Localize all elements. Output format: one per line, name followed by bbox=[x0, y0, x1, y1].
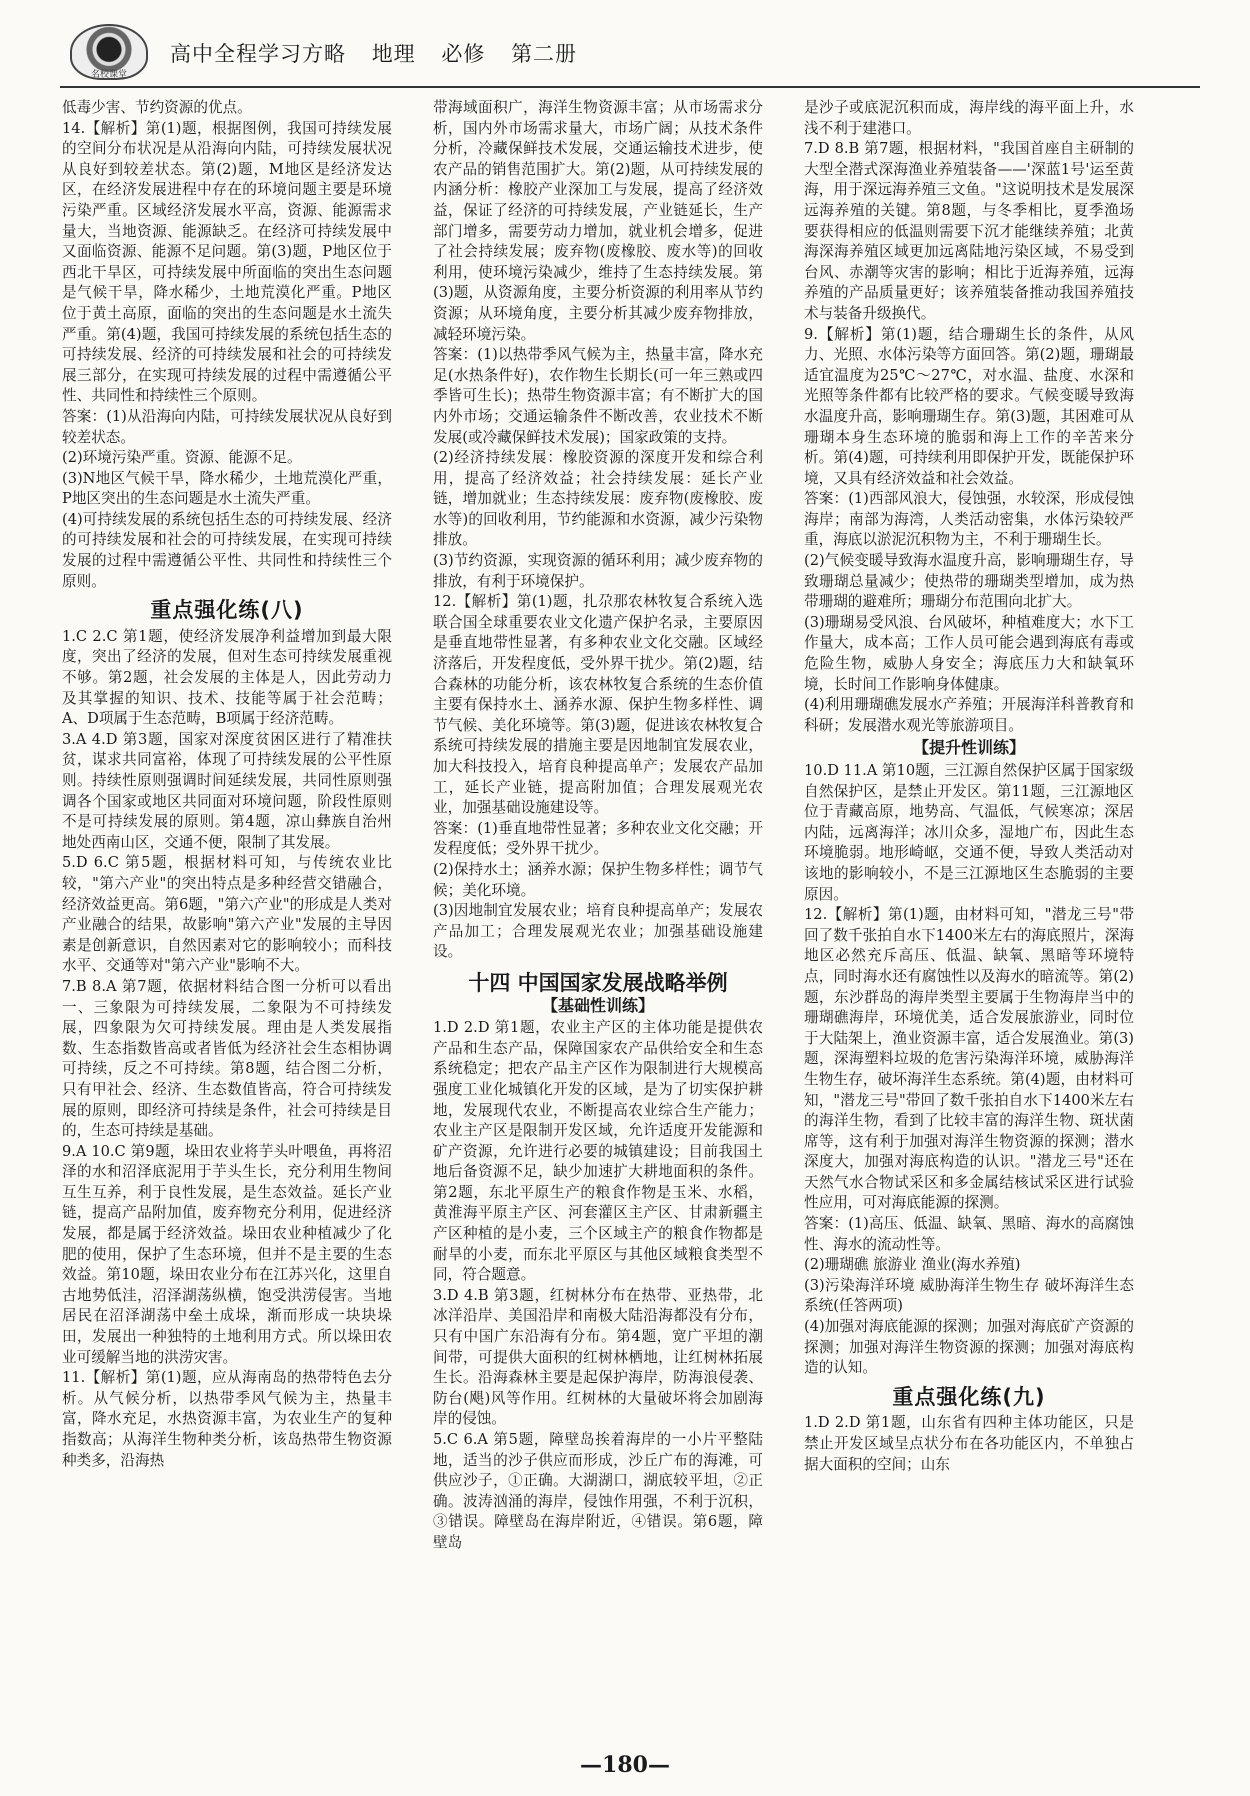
paragraph: 3.D 4.B 第3题，红树林分布在热带、亚热带，北冰洋沿岸、美国沿岸和南极大陆沿海都没有分布，只有中国广东沿海有分布。第4题，宽广平坦的潮间带，可提供大面积的红树林栖地，让红树林拓展生长。沿海森林主要是起保护海岸，防海浪侵袭、防台(飓)风等作用。红树林的大量破坏将会加剧海岸的侵蚀。 bbox=[433, 1286, 763, 1428]
paragraph: 带海域面积广，海洋生物资源丰富；从市场需求分析，国内外市场需求量大，市场广阔；从技术条件分析，冷藏保鲜技术发展，交通运输技术进步，使农产品的销售范围扩大。第(2)题，从可持续发展的内涵分析：橡胶产业深加工与发展，提高了经济效益，保证了经济的可持续发展，产业链延长，生产部门增多，需要劳动力增加，就业机会增多，促进了社会持续发展；废弃物(废橡胶、废水等)的回收利用，使环境污染减少，维持了生态持续发展。第(3)题，从资源角度，主要分析资源的利用率从节约资源；从环境角度，主要分析其减少废弃物排放，减轻环境污染。 bbox=[433, 99, 763, 343]
paragraph: 9.【解析】第(1)题，结合珊瑚生长的条件，从风力、光照、水体污染等方面回答。第(2)题，珊瑚最适宜温度为25℃～27℃，对水温、盐度、水深和光照等条件都有比较严格的要求。气候变暖导致海水温度升高，影响珊瑚生存。第(3)题，其困难可从珊瑚本身生态环境的脆弱和海上工作的辛苦来分析。第(4)题，可持续利用即保护开发，既能保护环境，又具有经济效益和社会效益。 bbox=[804, 325, 1134, 487]
column-3 bbox=[804, 98, 1134, 1475]
subsection-title: 【基础性训练】 bbox=[541, 995, 654, 1015]
paragraph: 1.D 2.D 第1题，山东省有四种主体功能区，只是禁止开发区域呈点状分布在各功能区内，不单独占据大面积的空间；山东 bbox=[804, 1414, 1134, 1473]
publisher-logo bbox=[70, 24, 148, 80]
header-title bbox=[170, 38, 595, 68]
paragraph: 7.D 8.B 第7题，根据材料，"我国首座自主研制的大型全潜式深海渔业养殖装备——'深蓝1号'运至黄海，用于深远海养殖三文鱼。"这说明技术是发展深远海养殖的关键。第8题，与冬季相比，夏季渔场要获得相应的低温则需要下沉才能继续养殖；北黄海深海养殖区域更加远离陆地污染区域，不易受到台风、赤潮等灾害的影响；相比于近海养殖，远海养殖的产品质量更好；该养殖装备推动我国养殖技术与装备升级换代。 bbox=[804, 140, 1134, 322]
column-2 bbox=[433, 98, 763, 1554]
answer-paragraph: (2)珊瑚礁 旅游业 渔业(海水养殖) bbox=[804, 1256, 1021, 1274]
answer-paragraph: (4)加强对海底能源的探测；加强对海底矿产资源的探测；加强对海洋生物资源的探测；加强对海底构造的认知。 bbox=[804, 1318, 1134, 1377]
paragraph: 7.B 8.A 第7题，依据材料结合图一分析可以看出一、三象限为可持续发展，二象限为不可持续发展，四象限为欠可持续发展。理由是人类发展指数、生态指数皆高或者皆低为经济社会生态相协调可持续，反之不可持续。第8题，结合图二分析，只有甲社会、经济、生态数值皆高，符合可持续发展的原则，即经济可持续是条件，社会可持续是目的，生态可持续是基础。 bbox=[62, 977, 392, 1140]
section-title: 重点强化练(八) bbox=[150, 598, 304, 623]
answer-paragraph: (3)污染海洋环境 威胁海洋生物生存 破坏海洋生态系统(任答两项) bbox=[804, 1276, 1134, 1315]
chapter-title: 十四 中国国家发展战略举例 bbox=[468, 970, 728, 995]
section-title: 重点强化练(九) bbox=[892, 1384, 1046, 1409]
answer-paragraph: 答案：(1)高压、低温、缺氧、黑暗、海水的高腐蚀性、海水的流动性等。 bbox=[804, 1215, 1134, 1253]
answer-paragraph: 答案：(1)从沿海向内陆，可持续发展状况从良好到较差状态。 bbox=[62, 407, 392, 446]
page-number: —180— bbox=[580, 1752, 670, 1778]
logo-text: 名校课堂 bbox=[90, 70, 127, 80]
paragraph: 14.【解析】第(1)题，根据图例，我国可持续发展的空间分布状况是从沿海向内陆，可持续发展状况从良好到较差状态。第(2)题，M地区是经济发达区，在经济发展进程中存在的环境问题主要是环境污染严重。区域经济发展水平高，资源、能源需求量大，当地资源、能源缺乏。在经济可持续发展中又面临资源、能源不足问题。第(3)题，P地区位于西北干旱区，可持续发展中所面临的突出生态问题是气候干旱，降水稀少，土地荒漠化严重。P地区位于黄土高原，面临的突出的生态问题是水土流失严重。第(4)题，我国可持续发展的系统包括生态的可持续发展、经济的可持续发展和社会的可持续发展三部分，在实现可持续发展的过程中需遵循公平性、共同性和持续性三个原则。 bbox=[62, 119, 392, 405]
paragraph: 低毒少害、节约资源的优点。 bbox=[62, 99, 252, 116]
paragraph: 12.【解析】第(1)题，由材料可知，"潜龙三号"带回了数千张拍自水下1400米左右的海底照片，深海地区必然充斥高压、低温、缺氧、黑暗等环境特点，同时海水还有腐蚀性以及海水的暗流等。第(2)题，东沙群岛的海岸类型主要属于生物海岸当中的珊瑚礁海岸，环境优美，适合发展旅游业，同时位于大陆架上，渔业资源丰富，适合发展渔业。第(3)题，深海塑料垃圾的危害污染海洋环境，威胁海洋生物生存，破坏海洋生态系统。第(4)题，由材料可知，"潜龙三号"带回了数千张拍自水下1400米左右的海洋生物，看到了比较丰富的海洋生物、斑状菌席等，这有利于加强对海洋生物资源的探测；潜水深度大，加强对海底构造的认识。"潜龙三号"还在天然气水合物试采区和多金属结核试采区进行试验性应用，可对海底能源的探测。 bbox=[804, 906, 1134, 1212]
book-part: 第二册 bbox=[511, 42, 578, 66]
paragraph: 5.D 6.C 第5题，根据材料可知，与传统农业比较，"第六产业"的突出特点是多种经营交错融合，经济效益更高。第6题，"第六产业"的形成是人类对产业融合的结果，故影响"第六产业"发展的主导因素是创新意识，自然因素对它的影响较小；而科技水平、交通等对"第六产业"影响不大。 bbox=[62, 854, 392, 975]
paragraph: 9.A 10.C 第9题，垛田农业将芋头叶喂鱼，再将沼泽的水和沼泽底泥用于芋头生长，充分利用生物间互生互养，利于良性发展，是生态效益。延长产业链，提高产品附加值，废弃物充分利用，促进经济发展，都是属于经济效益。垛田农业种植减少了化肥的使用，保护了生态环境，但并不是主要的生态效益。第10题，垛田农业分布在江苏兴化，这里自古地势低洼，沼泽湖荡纵横，饱受洪涝侵害。当地居民在沼泽湖荡中垒土成垛，渐而形成一块块垛田，发展出一种独特的土地利用方式。所以垛田农业可缓解当地的洪涝灾害。 bbox=[62, 1142, 392, 1366]
answer-paragraph: (4)可持续发展的系统包括生态的可持续发展、经济的可持续发展和社会的可持续发展，在实现可持续发展的过程中需遵循公平性、共同性和持续性三个原则。 bbox=[62, 510, 392, 590]
answer-paragraph: (4)利用珊瑚礁发展水产养殖；开展海洋科普教育和科研；发展潜水观光等旅游项目。 bbox=[804, 696, 1134, 734]
answer-paragraph: (3)珊瑚易受风浪、台风破坏，种植难度大；水下工作量大，成本高；工作人员可能会遇到海底有毒或危险生物，威胁人身安全；海底压力大和缺氧环境，长时间工作影响身体健康。 bbox=[804, 613, 1134, 693]
answer-paragraph: (2)气候变暖导致海水温度升高，影响珊瑚生存，导致珊瑚总量减少；使热带的珊瑚类型增加，成为热带珊瑚的避难所；珊瑚分布范围向北扩大。 bbox=[804, 552, 1134, 611]
paragraph: 3.A 4.D 第3题，国家对深度贫困区进行了精准扶贫，谋求共同富裕，体现了可持续发展的公平性原则。持续性原则强调时间延续发展，共同性原则强调各个国家或地区共同面对环境问题，阶段性原则不是可持续发展的原则。第4题，凉山彝族自治州地处西南山区，交通不便，限制了其发展。 bbox=[62, 730, 392, 851]
answer-paragraph: 答案：(1)以热带季风气候为主，热量丰富，降水充足(水热条件好)，农作物生长期长(可一年三熟或四季皆可生长)；热带生物资源丰富；有不断扩大的国内外市场；交通运输条件不断改善，农业技术不断发展(或冷藏保鲜技术发展)；国家政策的支持。 bbox=[433, 346, 763, 446]
answer-paragraph: (3)因地制宜发展农业；培育良种提高单产；发展农产品加工；合理发展观光农业；加强基础设施建设。 bbox=[433, 902, 763, 961]
answer-paragraph: (2)保持水土；涵养水源；保护生物多样性；调节气候；美化环境。 bbox=[433, 860, 763, 899]
volume: 必修 bbox=[441, 42, 486, 66]
paragraph: 12.【解析】第(1)题，扎尕那农林牧复合系统入选联合国全球重要农业文化遗产保护名录，主要原因是垂直地带性显著，有多种农业文化交融。区域经济落后，开发程度低，受外界干扰少。第(2)题，结合森林的功能分析，该农林牧复合系统的生态价值主要有保持水土、涵养水源、保护生物多样性、调节气候、美化环境等。第(3)题，促进该农林牧复合系统可持续发展的措施主要是因地制宜发展农业，加大科技投入，培育良种提高单产；发展农产品加工，延长产业链，提高附加值；合理发展观光农业，加强基础设施建设等。 bbox=[433, 593, 763, 817]
subject: 地理 bbox=[371, 42, 416, 66]
column-1 bbox=[62, 98, 392, 1471]
paragraph: 1.D 2.D 第1题，农业主产区的主体功能是提供农产品和生态产品，保障国家农产品供给安全和生态系统稳定；把农产品主产区作为限制进行大规模高强度工业化城镇化开发的区域，是为了切实保护耕地，发展现代农业，不断提高农业综合生产能力；农业主产区是限制开发区域，允许适度开发能源和矿产资源，允许进行必要的城镇建设；目前我国土地后备资源不足，缺少加速扩大耕地面积的条件。第2题，东北平原生产的粮食作物是玉米、水稻，黄淮海平原主产区、河套灌区主产区、甘肃新疆主产区种植的是小麦，三个区域主产的粮食作物都是耐旱的小麦，而东北平原区与其他区域粮食类型不同，符合题意。 bbox=[433, 1019, 763, 1284]
answer-paragraph: 答案：(1)垂直地带性显著；多种农业文化交融；开发程度低；受外界干扰少。 bbox=[433, 819, 763, 858]
answer-paragraph: (3)节约资源，实现资源的循环利用；减少废弃物的排放，有利于环境保护。 bbox=[433, 552, 763, 590]
paragraph: 10.D 11.A 第10题，三江源自然保护区属于国家级自然保护区，是禁止开发区。第11题，三江源地区位于青藏高原，地势高、气温低，气候寒凉；深居内陆，远离海洋；冰川众多，湿地广布，因此生态环境脆弱。地形崎岖，交通不便，导致人类活动对该地的影响较小，不是三江源地区生态脆弱的主要原因。 bbox=[804, 762, 1135, 903]
paragraph: 11.【解析】第(1)题，应从海南岛的热带特色去分析。从气候分析，以热带季风气候为主，热量丰富，降水充足，水热资源丰富，为农业生产的复种指数高；从海洋生物种类分析，该岛热带生物资源种类多，沿海热 bbox=[62, 1369, 392, 1469]
page-header bbox=[60, 18, 1200, 88]
paragraph: 1.C 2.C 第1题，使经济发展净利益增加到最大限度，突出了经济的发展，但对生态可持续发展重视不够。第2题，社会发展的主体是人，因此劳动力及其掌握的知识、技术、技能等属于社会范畴；A、D项属于生态范畴，B项属于经济范畴。 bbox=[62, 627, 392, 728]
answer-paragraph: (2)环境污染严重。资源、能源不足。 bbox=[62, 449, 302, 467]
paragraph: 是沙子或底泥沉积而成，海岸线的海平面上升，水浅不利于建港口。 bbox=[804, 99, 1134, 137]
answer-paragraph: 答案：(1)西部风浪大，侵蚀强，水较深，形成侵蚀海岸；南部为海湾，人类活动密集，水体污染较严重，海底以淤泥沉积物为主，不利于珊瑚生长。 bbox=[804, 490, 1134, 549]
paragraph: 5.C 6.A 第5题，障壁岛挨着海岸的一小片平整陆地，适当的沙子供应而形成，沙丘广布的海滩，可供应沙子，①正确。大湖湖口，湖底较平坦，②正确。波涛汹涌的海岸，侵蚀作用强，不利于沉积，③错误。障壁岛在海岸附近，④错误。第6题，障壁岛 bbox=[433, 1431, 763, 1551]
subsection-title: 【提升性训练】 bbox=[912, 738, 1025, 758]
book-title: 高中全程学习方略 bbox=[170, 42, 346, 66]
answer-paragraph: (2)经济持续发展：橡胶资源的深度开发和综合利用，提高了经济效益；社会持续发展：延长产业链，增加就业；生态持续发展：废弃物(废橡胶、废水等)的回收利用，节约能源和水资源，减少污染物排放。 bbox=[433, 449, 763, 549]
answer-paragraph: (3)N地区气候干旱，降水稀少，土地荒漠化严重，P地区突出的生态问题是水土流失严重。 bbox=[62, 469, 392, 508]
